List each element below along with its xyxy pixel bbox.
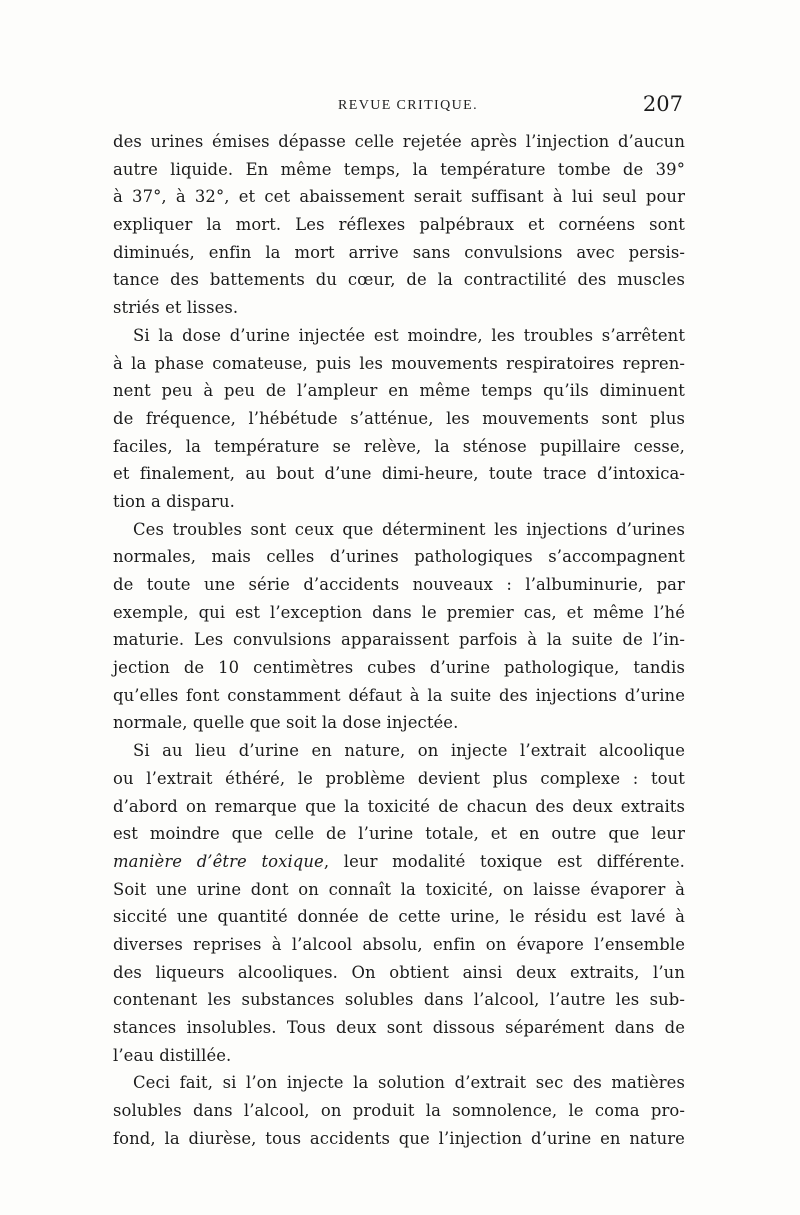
paragraph-start-line: Si au lieu d’urine en nature, on injecte l’extrait alcoolique [133,741,685,761]
text-line: est moindre que celle de l’urine totale, et en outre que leur [113,824,685,844]
text-line: jection de 10 centimètres cubes d’urine pathologique, tandis [113,658,685,678]
text-line: des liqueurs alcooliques. On obtient ainsi deux extraits, l’un [113,962,685,982]
text-line: Soit une urine dont on connaît la toxicité, on laisse évaporer à [113,879,685,899]
text-line: siccité une quantité donnée de cette urine, le résidu est lavé à [113,907,685,927]
text-line: fond, la diurèse, tous accidents que l’injection d’urine en nature [113,1128,685,1148]
italic-text-line [113,848,685,876]
text-line: à 37°, à 32°, et cet abaissement serait suffisant à lui seul pour [113,187,685,207]
text-line: expliquer la mort. Les réflexes palpébraux et cornéens sont [113,215,685,235]
text-line: de toute une série d’accidents nouveaux : l’albuminurie, par [113,575,685,594]
text-line: exemple, qui est l’exception dans le premier cas, et même l’hé [113,602,685,622]
italic-line-suffix: , leur modalité toxique [323,851,543,871]
page-header [113,94,685,124]
page-number: 207 [642,92,683,116]
running-head: REVUE CRITIQUE. [338,98,478,113]
text-line: diverses reprises à l’alcool absolu, enfin on évapore l’ensemble [113,934,685,954]
paragraph-start-line: Ceci fait, si l’on injecte la solution d’extrait sec des matières [133,1073,685,1093]
text-line: nent peu à peu de l’ampleur en même temps qu’ils diminuent [113,381,685,401]
body-text [113,128,685,1152]
text-line: de fréquence, l’hébétude s’atténue, les mouvements sont plus [113,408,685,428]
text-line: d’abord on remarque que la toxicité de chacun des deux extraits [113,796,685,816]
text-line: des urines émises dépasse celle rejetée après l’injection d’aucun [113,132,685,151]
text-line: stances insolubles. Tous deux sont dissous séparément dans de [113,1018,685,1037]
text-line: à la phase comateuse, puis les mouvements respiratoires repren- [113,353,685,373]
text-line: autre liquide. En même temps, la température tombe de 39° [113,159,685,179]
text-line: qu’elles font constamment défaut à la suite des injections d’urine [113,685,685,705]
text-line: solubles dans l’alcool, on produit la somnolence, le coma pro- [113,1101,685,1121]
paragraph-start-line: Ces troubles sont ceux que déterminent les injections d’urines [133,519,685,539]
text-fragment: est différente. [557,851,685,871]
text-line: striés et lisses. [113,298,239,318]
italic-phrase: manière d’être toxique [113,851,324,871]
text-line: ou l’extrait éthéré, le problème devient plus complexe : tout [113,768,685,788]
text-line: normales, mais celles d’urines pathologiques s’accompagnent [113,547,685,567]
text-line: maturie. Les convulsions apparaissent parfois à la suite de l’in- [113,630,685,650]
text-line: tance des battements du cœur, de la contractilité des muscles [113,270,685,290]
text-line: l’eau distillée. [113,1045,232,1065]
text-line: contenant les substances solubles dans l’alcool, l’autre les sub- [113,990,685,1010]
paragraph-start-line: Si la dose d’urine injectée est moindre, les troubles s’arrêtent [133,325,685,345]
text-line: tion a disparu. [113,491,235,511]
text-line: faciles, la température se relève, la sténose pupillaire cesse, [113,436,685,456]
text-line: diminués, enfin la mort arrive sans convulsions avec persis- [113,242,685,262]
text-line: et finalement, au bout d’une dimi-heure, toute trace d’intoxica- [113,464,685,484]
text-line: normale, quelle que soit la dose injectée. [113,713,459,733]
